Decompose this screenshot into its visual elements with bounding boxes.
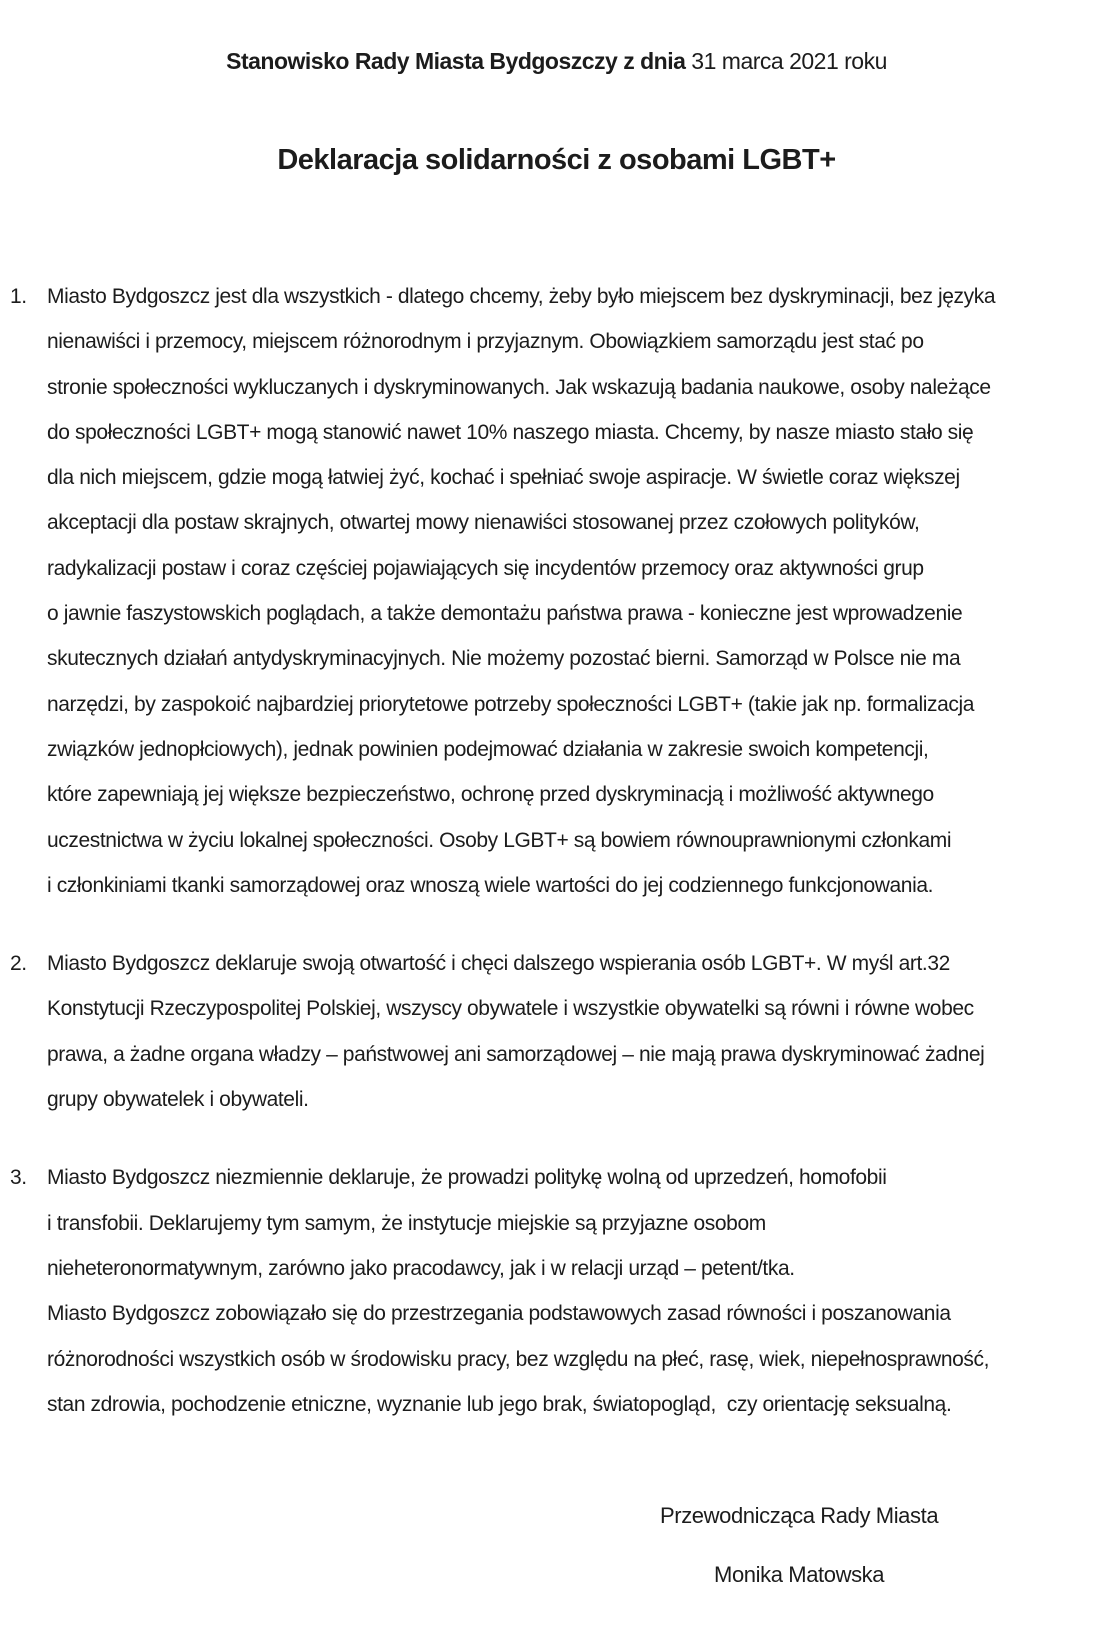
text-line: Miasto Bydgoszcz jest dla wszystkich - dlatego chcemy, żeby było miejscem bez dyskryminacji, bez języka [47, 285, 996, 308]
list-item-text [47, 274, 1063, 908]
text-line: radykalizacji postaw i coraz częściej pojawiających się incydentów przemocy oraz aktywności grup [47, 556, 924, 580]
list-item-1 [10, 274, 1063, 908]
text-line: o jawnie faszystowskich poglądach, a także demontażu państwa prawa - konieczne jest wprowadzenie [47, 602, 963, 626]
text-line: które zapewniają jej większe bezpieczeństwo, ochronę przed dyskryminacją i możliwość aktywnego [47, 783, 934, 807]
list-item-text [47, 1155, 1063, 1427]
list-item-3 [10, 1155, 1063, 1427]
header-title-bold: Stanowisko Rady Miasta Bydgoszczy z dnia [226, 48, 686, 74]
text-line: Miasto Bydgoszcz deklaruje swoją otwartość i chęci dalszego wspierania osób LGBT+. W myśl art.32 [47, 952, 950, 976]
text-line: Miasto Bydgoszcz niezmiennie deklaruje, że prowadzi politykę wolną od uprzedzeń, homofobii [47, 1166, 887, 1190]
list-item-text [47, 941, 1063, 1122]
document-header [0, 46, 1113, 76]
text-line: związków jednopłciowych), jednak powinien podejmować działania w zakresie swoich kompetencji, [47, 737, 929, 761]
text-line: narzędzi, by zaspokoić najbardziej priorytetowe potrzeby społeczności LGBT+ (takie jak np. formalizacja [47, 692, 975, 716]
text-line: skutecznych działań antydyskryminacyjnych. Nie możemy pozostać bierni. Samorząd w Polsce nie ma [47, 647, 961, 671]
text-line: akceptacji dla postaw skrajnych, otwartej mowy nienawiści stosowanej przez czołowych polityków, [47, 511, 920, 535]
signature-name: Monika Matowska [714, 1562, 885, 1588]
text-line: dla nich miejscem, gdzie mogą łatwiej żyć, kochać i spełniać swoje aspiracje. W świetle coraz większej [47, 466, 960, 490]
text-line: stronie społeczności wykluczanych i dyskryminowanych. Jak wskazują badania naukowe, osoby należące [47, 375, 991, 399]
text-line: nienawiści i przemocy, miejscem różnorodnym i przyjaznym. Obowiązkiem samorządu jest stać po [47, 330, 924, 354]
text-line: różnorodności wszystkich osób w środowisku pracy, bez względu na płeć, rasę, wiek, niepełnosprawność, [47, 1347, 990, 1371]
text-line: grupy obywatelek i obywateli. [47, 1088, 309, 1112]
text-line: stan zdrowia, pochodzenie etniczne, wyznanie lub jego brak, światopogląd, czy orientację seksualną. [47, 1392, 952, 1416]
list-item-number: 3. [10, 1166, 27, 1190]
text-line: do społeczności LGBT+ mogą stanowić nawet 10% naszego miasta. Chcemy, by nasze miasto stało się [47, 420, 974, 444]
text-line: uczestnictwa w życiu lokalnej społeczności. Osoby LGBT+ są bowiem równouprawnionymi członkami [47, 828, 952, 852]
text-line: prawa, a żadne organa władzy – państwowej ani samorządowej – nie mają prawa dyskryminować żadnej [47, 1042, 985, 1066]
list-item-number: 1. [10, 285, 27, 308]
header-date: 31 marca 2021 roku [685, 48, 887, 74]
document-title: Deklaracja solidarności z osobami LGBT+ [277, 144, 836, 176]
list-item-2 [10, 941, 1063, 1122]
text-line: Konstytucji Rzeczypospolitej Polskiej, wszyscy obywatele i wszystkie obywatelki są równi i równe wobec [47, 997, 974, 1021]
signature-role: Przewodnicząca Rady Miasta [660, 1503, 939, 1529]
text-line: nieheteronormatywnym, zarówno jako pracodawcy, jak i w relacji urząd – petent/tka. [47, 1256, 795, 1280]
signature-block [660, 1501, 938, 1590]
text-line: i transfobii. Deklarujemy tym samym, że instytucje miejskie są przyjazne osobom [47, 1211, 766, 1235]
text-line: Miasto Bydgoszcz zobowiązało się do przestrzegania podstawowych zasad równości i poszanowania [47, 1302, 951, 1326]
list-item-number: 2. [10, 952, 27, 976]
text-line: i członkiniami tkanki samorządowej oraz wnoszą wiele wartości do jej codziennego funkcjonowania. [47, 873, 934, 897]
paragraph-list [0, 274, 1113, 1427]
